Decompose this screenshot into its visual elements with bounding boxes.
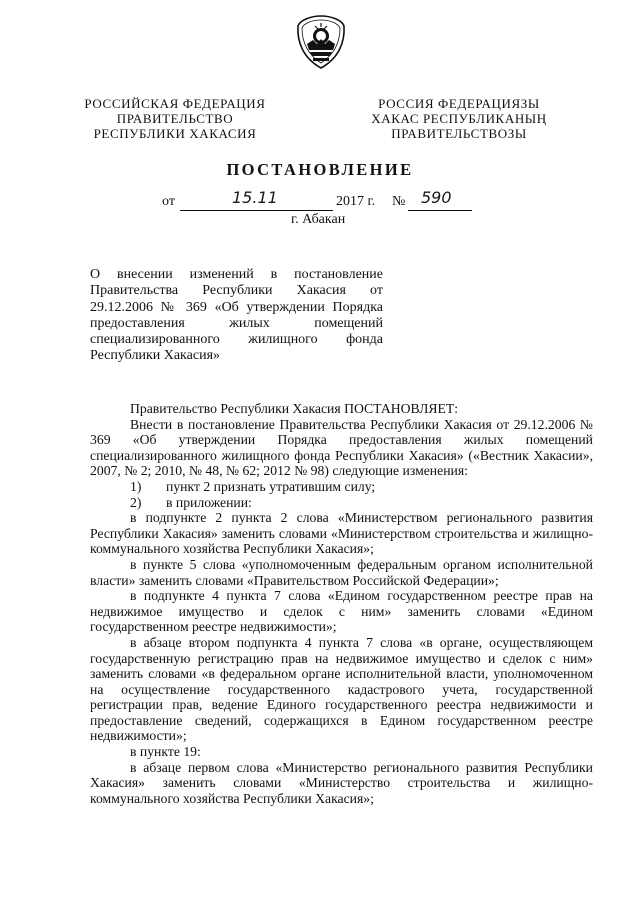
amendment-paragraph: в пункте 5 слова «уполномоченным федеральным органом исполнительной власти» заменить словами «Правительством Российской Федерации»; bbox=[90, 556, 593, 588]
body-text bbox=[90, 401, 593, 806]
preamble: Правительство Республики Хакасия ПОСТАНОВЛЯЕТ: bbox=[130, 401, 459, 416]
subject-line: специализированного жилищного фонда bbox=[90, 332, 383, 348]
list-item bbox=[90, 495, 593, 511]
amendment-paragraph: в подпункте 2 пункта 2 слова «Министерством регионального развития Республики Хакасия» заменить словами «Министерством строительства и жилищно-коммунального хозяйства Республики Хакасия»; bbox=[90, 510, 593, 557]
intro-paragraph: Внести в постановление Правительства Республики Хакасия от 29.12.2006 № 369 «Об утверждении Порядка предоставления жилых помещений специализированного жилищного фонда Республики Хакасия» («Вестник Хакасии», 2007, № 2; 2010, № 48, № 62; 2012 № 98) следующие изменения: bbox=[90, 416, 593, 479]
amendment-paragraph: в пункте 19: bbox=[130, 744, 201, 760]
coat-of-arms-emblem-icon bbox=[295, 14, 347, 70]
list-item-text: в приложении: bbox=[166, 494, 252, 510]
year-label: 2017 г. bbox=[336, 194, 376, 209]
subject-line: 29.12.2006 № 369 «Об утверждении Порядка bbox=[90, 299, 383, 315]
subject-line: предоставления жилых помещений bbox=[90, 315, 383, 331]
header-left bbox=[82, 96, 268, 141]
list-item bbox=[90, 479, 593, 495]
list-item-number: 2) bbox=[130, 494, 142, 510]
handwritten-date: 15.11 bbox=[232, 188, 278, 207]
header-right bbox=[366, 96, 552, 141]
header-left-line: ПРАВИТЕЛЬСТВО bbox=[116, 111, 234, 126]
list-item-number: 1) bbox=[130, 478, 142, 494]
header-left-line: РОССИЙСКАЯ ФЕДЕРАЦИЯ bbox=[84, 96, 266, 111]
handwritten-number: 590 bbox=[421, 188, 452, 207]
header-left-line: РЕСПУБЛИКИ ХАКАСИЯ bbox=[93, 126, 257, 141]
subject-block bbox=[90, 267, 383, 365]
amendment-paragraph: в абзаце втором подпункта 4 пункта 7 слова «в органе, осуществляющем государственную регистрацию прав на недвижимое имущество и сделок с ним» заменить словами «в федеральном органе исполнительной власти, уполномоченном на осуществление государственного кадастрового учета, государственной регистрации прав, ведение Единого государственного реестра недвижимости и предоставление сведений, содержащихся в Едином государственном реестре недвижимости»; bbox=[90, 634, 593, 744]
subject-line: Республики Хакасия» bbox=[90, 348, 221, 364]
number-label: № bbox=[392, 194, 406, 209]
city-label: г. Абакан bbox=[291, 212, 346, 227]
date-from-label: от bbox=[162, 194, 175, 209]
header-right-line: ПРАВИТЕЛЬСТВОЗЫ bbox=[391, 126, 527, 141]
document-title: ПОСТАНОВЛЕНИЕ bbox=[226, 160, 414, 179]
header-right-line: РОССИЯ ФЕДЕРАЦИЯЗЫ bbox=[378, 96, 540, 111]
subject-line: О внесении изменений в постановление bbox=[90, 267, 383, 282]
amendment-paragraph: в подпункте 4 пункта 7 слова «Едином государственном реестре прав на недвижимое имущество и сделок с ним» заменить словами «Едином государственном реестре недвижимости»; bbox=[90, 588, 593, 635]
subject-line: Правительства Республики Хакасия от bbox=[90, 283, 383, 299]
header-right-line: ХАКАС РЕСПУБЛИКАНЫҢ bbox=[371, 111, 547, 126]
list-item-text: пункт 2 признать утратившим силу; bbox=[166, 478, 376, 494]
amendment-paragraph: в абзаце первом слова «Министерство регионального развития Республики Хакасия» заменить словами «Министерство строительства и жилищно-коммунального хозяйства Республики Хакасия»; bbox=[90, 759, 593, 806]
